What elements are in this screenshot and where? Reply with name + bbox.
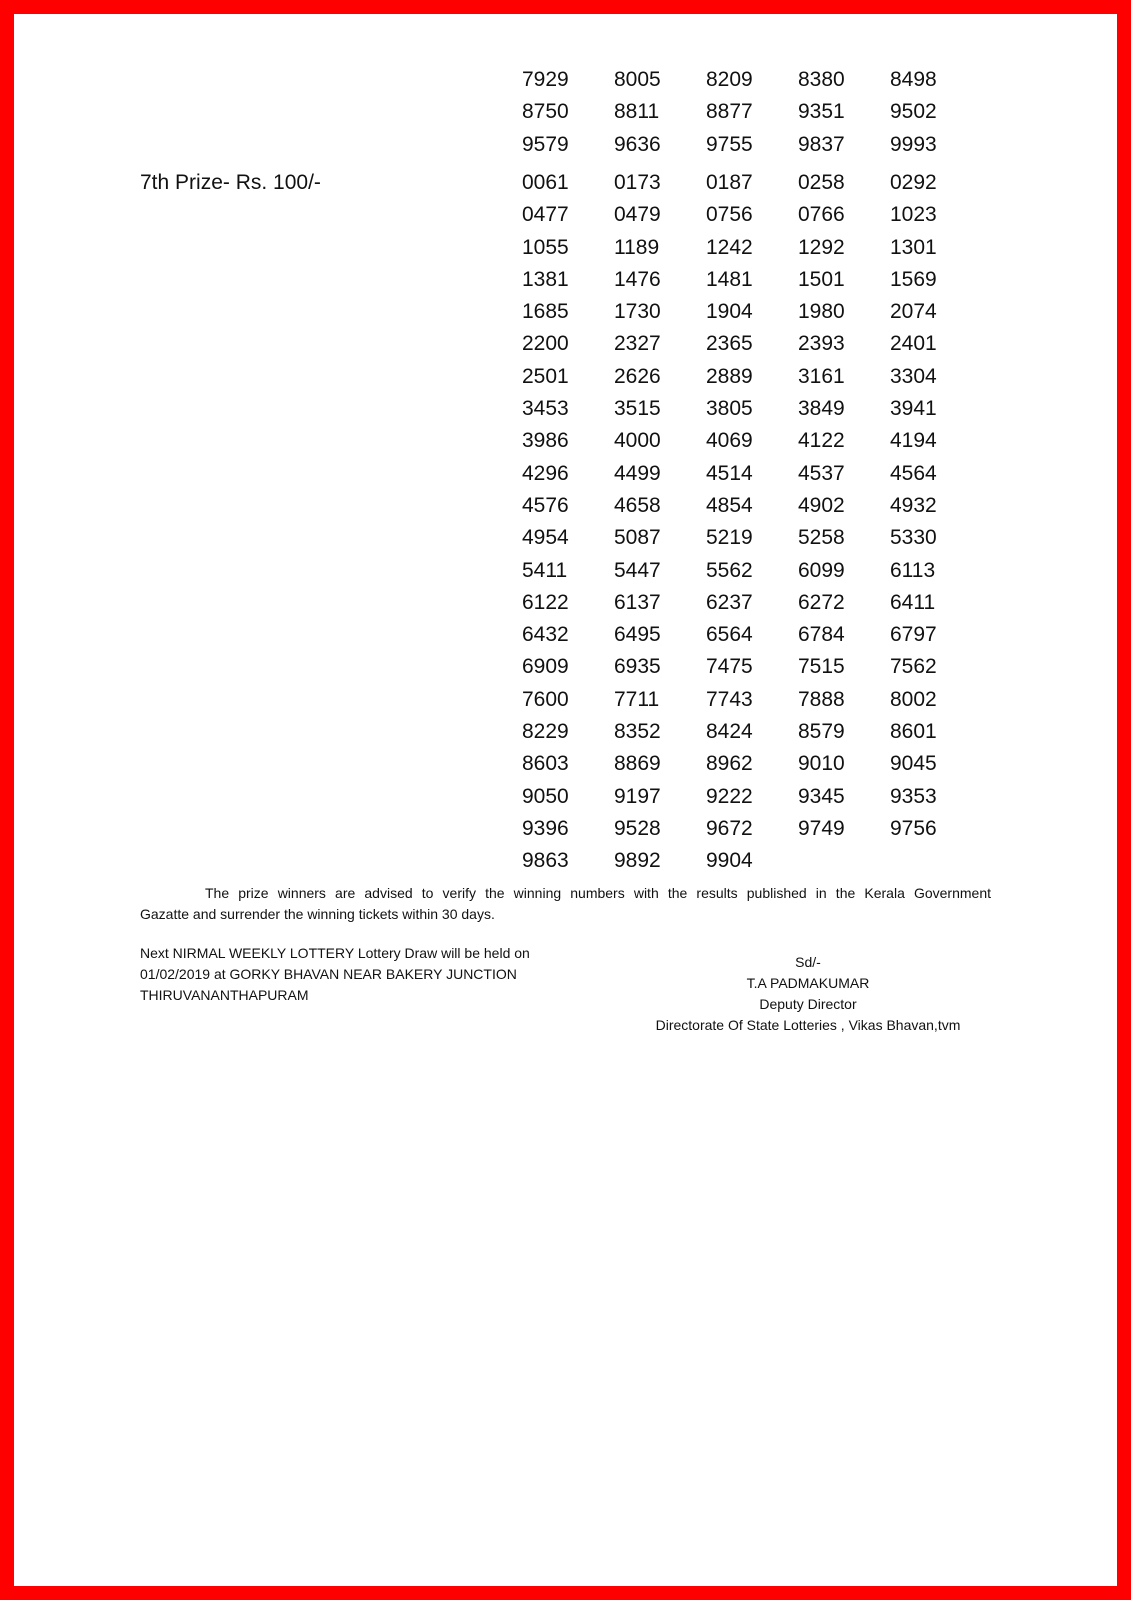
ticket-number: 1242 [706,235,753,259]
ticket-number: 5219 [706,526,753,550]
ticket-number: 9636 [614,132,661,156]
ticket-number: 0258 [798,171,845,194]
ticket-number: 4296 [522,461,569,485]
ticket-number: 5447 [614,558,661,582]
ticket-number: 4564 [890,461,937,485]
ticket-number: 2889 [706,364,753,388]
ticket-number: 6113 [890,558,936,582]
ticket-number: 0477 [522,203,569,227]
continued-numbers-block [522,64,982,161]
ticket-number: 0479 [614,203,661,227]
ticket-number: 6564 [706,623,753,647]
ticket-number: 4576 [522,493,569,517]
ticket-number: 4000 [614,429,661,453]
ticket-number: 0766 [798,203,845,227]
ticket-number: 4069 [706,429,753,453]
ticket-number: 0756 [706,203,753,227]
ticket-number: 9755 [706,132,753,156]
ticket-number: 4537 [798,461,845,485]
ticket-number: 5258 [798,526,845,550]
ticket-number: 1055 [522,235,569,259]
ticket-number: 2393 [798,332,845,356]
ticket-number: 9197 [614,784,661,808]
ticket-number: 9837 [798,132,845,156]
ticket-number: 3161 [798,364,845,388]
ticket-number: 2401 [890,332,937,356]
ticket-number: 7743 [706,687,753,711]
ticket-number: 1476 [614,267,661,291]
ticket-number: 4499 [614,461,661,485]
ticket-number: 8498 [890,68,937,91]
ticket-number: 9396 [522,816,569,840]
ticket-number: 9010 [798,752,845,776]
ticket-number: 1189 [614,235,660,259]
ticket-number: 8005 [614,68,661,91]
ticket-number: 0187 [706,171,753,194]
ticket-number: 2074 [890,300,937,324]
ticket-number: 6495 [614,623,661,647]
ticket-number: 8962 [706,752,753,776]
ticket-number: 6797 [890,623,937,647]
ticket-number: 8603 [522,752,569,776]
ticket-number: 9756 [890,816,937,840]
ticket-number: 3453 [522,397,569,421]
ticket-number: 3805 [706,397,753,421]
ticket-number: 7475 [706,655,753,679]
signature-block [620,952,996,1036]
ticket-number: 9892 [614,849,661,873]
ticket-number: 7600 [522,687,569,711]
next-draw-notice [140,943,580,1006]
ticket-number: 9528 [614,816,661,840]
ticket-number: 8811 [614,100,660,124]
ticket-number: 1980 [798,300,845,324]
ticket-number: 1904 [706,300,753,324]
ticket-number: 7929 [522,68,569,91]
ticket-number: 1569 [890,267,937,291]
ticket-number: 3986 [522,429,569,453]
ticket-number: 8750 [522,100,569,124]
ticket-number: 9353 [890,784,937,808]
ticket-number: 9502 [890,100,937,124]
ticket-number: 3304 [890,364,937,388]
ticket-number: 1730 [614,300,661,324]
signatory-designation: Deputy Director [759,996,857,1012]
ticket-number: 8352 [614,720,661,744]
ticket-number: 1292 [798,235,845,259]
ticket-number: 3515 [614,397,661,421]
ticket-number: 5087 [614,526,661,550]
ticket-number: 8877 [706,100,753,124]
ticket-number: 1685 [522,300,569,324]
ticket-number: 8424 [706,720,753,744]
ticket-number: 7888 [798,687,845,711]
ticket-number: 8002 [890,687,937,711]
ticket-number: 0292 [890,171,937,194]
ticket-number: 4658 [614,493,661,517]
seventh-prize-title: 7th Prize- Rs. 100/- [140,171,321,194]
continued-numbers-grid [522,64,982,161]
ticket-number: 4954 [522,526,569,550]
ticket-number: 6137 [614,590,661,614]
advisory-line-1: The prize winners are advised to verify the winning numbers with the results published in the Kerala Government [205,885,991,901]
ticket-number: 5562 [706,558,753,582]
advisory-note [140,883,991,925]
ticket-number: 9993 [890,132,937,156]
ticket-number: 1481 [706,267,753,291]
ticket-number: 4122 [798,429,845,453]
ticket-number: 6099 [798,558,845,582]
ticket-number: 6122 [522,590,569,614]
ticket-number: 8579 [798,720,845,744]
seventh-prize-numbers-grid [522,167,982,878]
ticket-number: 2501 [522,364,569,388]
ticket-number: 6272 [798,590,845,614]
next-draw-line-2: 01/02/2019 at GORKY BHAVAN NEAR BAKERY JUNCTION [140,966,517,982]
ticket-number: 9672 [706,816,753,840]
ticket-number: 7562 [890,655,937,679]
ticket-number: 2365 [706,332,753,356]
ticket-number: 1381 [522,267,569,291]
ticket-number: 6784 [798,623,845,647]
ticket-number: 9351 [798,100,845,124]
ticket-number: 3849 [798,397,845,421]
ticket-number: 4514 [706,461,753,485]
ticket-number: 5411 [522,558,568,582]
ticket-number: 7711 [614,687,660,711]
seventh-prize-numbers-block [522,167,982,878]
ticket-number: 9904 [706,849,753,873]
ticket-number: 2200 [522,332,569,356]
ticket-number: 7515 [798,655,845,679]
signatory-name: T.A PADMAKUMAR [746,975,870,991]
signature-sd: Sd/- [795,954,821,970]
ticket-number: 6237 [706,590,753,614]
ticket-number: 9045 [890,752,937,776]
ticket-number: 8209 [706,68,753,91]
ticket-number: 6432 [522,623,569,647]
ticket-number: 4902 [798,493,845,517]
ticket-number: 9222 [706,784,753,808]
next-draw-line-3: THIRUVANANTHAPURAM [140,987,309,1003]
ticket-number: 6909 [522,655,569,679]
ticket-number: 2327 [614,332,661,356]
ticket-number: 9050 [522,784,569,808]
ticket-number: 1501 [798,267,845,291]
ticket-number: 8380 [798,68,845,91]
ticket-number: 9579 [522,132,569,156]
ticket-number: 1301 [890,235,937,259]
ticket-number: 9863 [522,849,569,873]
ticket-number: 0173 [614,171,661,194]
ticket-number: 6935 [614,655,661,679]
ticket-number: 9749 [798,816,845,840]
ticket-number: 3941 [890,397,937,421]
ticket-number: 5330 [890,526,937,550]
signatory-office: Directorate Of State Lotteries , Vikas Bhavan,tvm [655,1017,961,1033]
ticket-number: 8229 [522,720,569,744]
ticket-number: 4854 [706,493,753,517]
ticket-number: 1023 [890,203,937,227]
advisory-line-2: Gazatte and surrender the winning tickets within 30 days. [140,906,495,922]
next-draw-line-1: Next NIRMAL WEEKLY LOTTERY Lottery Draw will be held on [140,945,530,961]
ticket-number: 6411 [890,590,936,614]
ticket-number: 2626 [614,364,661,388]
ticket-number: 8601 [890,720,937,744]
ticket-number: 4932 [890,493,937,517]
ticket-number: 8869 [614,752,661,776]
ticket-number: 4194 [890,429,937,453]
ticket-number: 9345 [798,784,845,808]
ticket-number: 0061 [522,171,569,194]
